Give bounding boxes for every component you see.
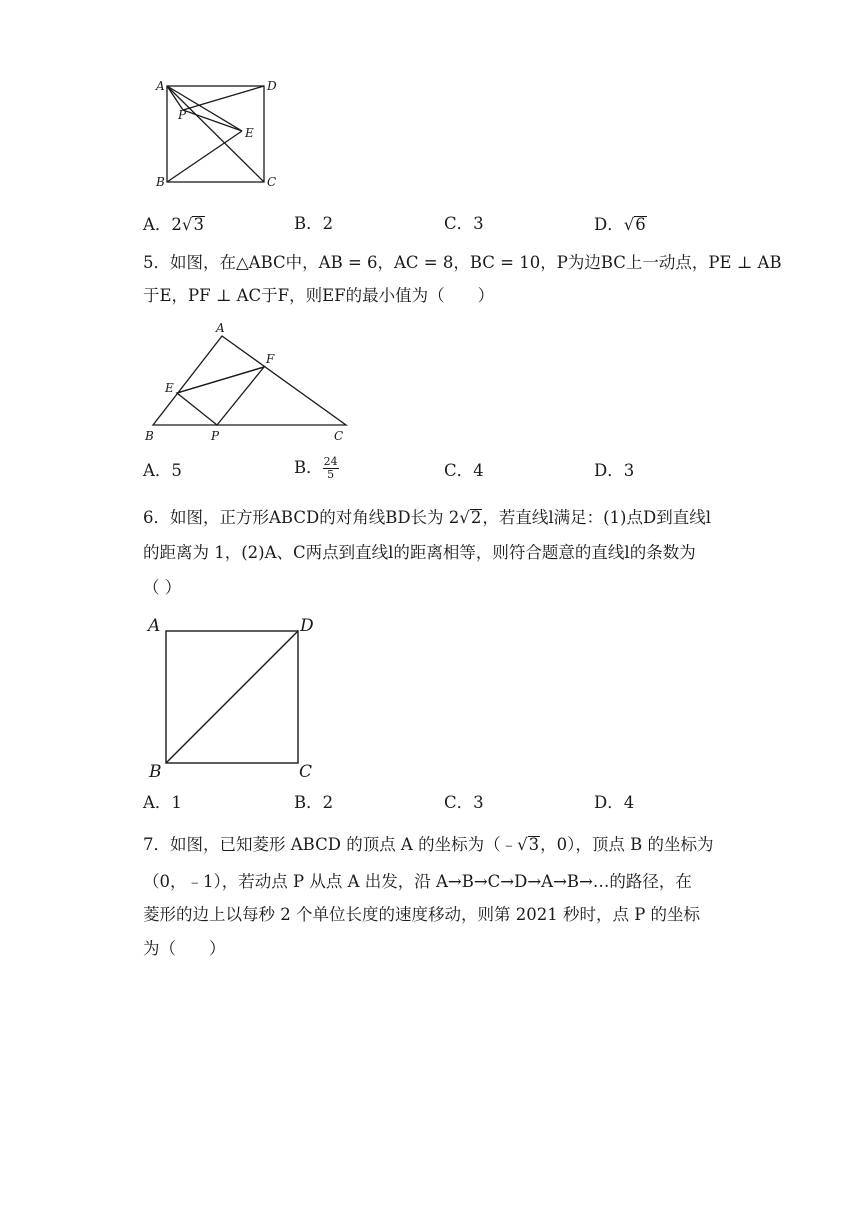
option-letter: A． — [143, 215, 172, 234]
q5-label-a: A — [216, 321, 225, 335]
q6-option-b[interactable] — [294, 795, 333, 812]
option-letter: B． — [294, 214, 323, 233]
q4-label-d: D — [267, 79, 277, 93]
q6-option-d[interactable] — [594, 795, 634, 812]
option-letter: D． — [594, 461, 624, 480]
q6-stem-line1: 6．如图，正方形ABCD的对角线BD长为 2√2，若直线l满足：(1)点D到直线l — [143, 508, 711, 527]
q7-stem-line1: 7．如图，已知菱形 ABCD 的顶点 A 的坐标为（﹣√3，0），顶点 B 的坐标为 — [143, 835, 714, 854]
q4-option-c[interactable] — [444, 216, 484, 233]
option-letter: C． — [444, 461, 474, 480]
q5-label-b: B — [145, 429, 154, 443]
q4-option-b[interactable] — [294, 216, 333, 233]
q4-option-a[interactable]: A．2√3 — [143, 215, 204, 234]
q5-stem-line2: 于E，PF ⊥ AC于F，则EF的最小值为（ ） — [143, 286, 495, 305]
q6-figure — [143, 612, 323, 782]
option-value: 5 — [171, 461, 182, 480]
option-value: 1 — [171, 793, 182, 812]
q4-option-d[interactable]: D．√6 — [594, 215, 646, 234]
option-value: 4 — [623, 793, 635, 812]
option-letter: B． — [294, 793, 323, 812]
q6-label-a: A — [148, 616, 161, 636]
q5-option-a[interactable] — [143, 463, 182, 480]
q5-label-f: F — [266, 352, 275, 366]
q7-stem-part-b: ，0），顶点 B 的坐标为 — [540, 835, 714, 854]
fraction-denominator: 5 — [327, 467, 335, 481]
q4-label-p: P — [178, 108, 187, 122]
q4-segment-ap — [167, 86, 183, 110]
q5-option-b[interactable] — [294, 456, 339, 480]
q7-stem-line2: （0，﹣1），若动点 P 从点 A 出发，沿 A→B→C→D→A→B→…的路径，在 — [143, 872, 692, 891]
option-letter: B． — [294, 457, 323, 477]
option-letter: A． — [143, 793, 172, 812]
option-letter: A． — [143, 461, 172, 480]
q5-figure — [140, 318, 360, 444]
q5-label-p: P — [211, 429, 220, 443]
q7-stem-radicand: 3 — [528, 835, 540, 854]
q5-option-d[interactable] — [594, 463, 634, 480]
option-letter: C． — [444, 793, 474, 812]
q5-triangle-abc — [153, 336, 346, 425]
q6-stem-radicand: 2 — [470, 508, 482, 527]
option-value: 2 — [322, 793, 334, 812]
q6-label-d: D — [300, 616, 314, 636]
q7-stem-line4: 为（ ） — [143, 939, 226, 958]
q5-segment-ef — [177, 367, 264, 393]
q5-option-c[interactable] — [444, 463, 484, 480]
q4-label-e: E — [245, 126, 254, 140]
q5-quad-epf — [177, 367, 264, 425]
option-radicand: 6 — [635, 215, 646, 234]
q4-label-b: B — [156, 175, 165, 189]
q5-label-e: E — [165, 381, 174, 395]
q4-figure — [150, 76, 285, 191]
q7-stem-line3: 菱形的边上以每秒 2 个单位长度的速度移动，则第 2021 秒时，点 P 的坐标 — [143, 905, 701, 924]
option-letter: D． — [594, 215, 624, 234]
option-value: 3 — [473, 793, 484, 812]
q4-label-a: A — [156, 79, 165, 93]
q6-stem-part-b: ，若直线l满足：(1)点D到直线l — [482, 508, 711, 527]
q6-stem-part-a: 6．如图，正方形ABCD的对角线BD长为 2 — [143, 508, 460, 527]
option-coefficient: 2 — [171, 215, 182, 234]
q5-stem-line1: 5．如图，在△ABC中，AB = 6，AC = 8，BC = 10，P为边BC上一动点，PE ⊥ AB — [143, 253, 782, 272]
option-value: 2 — [322, 214, 334, 233]
option-value: 4 — [473, 461, 484, 480]
option-radicand: 3 — [193, 215, 204, 234]
q6-stem-line3: （ ） — [143, 578, 182, 597]
q6-diagonal-bd — [166, 631, 298, 763]
q7-stem-part-a: 7．如图，已知菱形 ABCD 的顶点 A 的坐标为（﹣ — [143, 835, 518, 854]
q6-option-c[interactable] — [444, 795, 484, 812]
q6-label-c: C — [299, 762, 313, 782]
q4-segment-pd — [183, 86, 264, 110]
q4-label-c: C — [267, 175, 277, 189]
q6-stem-line2: 的距离为 1，(2)A、C两点到直线l的距离相等，则符合题意的直线l的条数为 — [143, 543, 696, 562]
q6-label-b: B — [149, 762, 162, 782]
fraction-numerator: 24 — [323, 455, 338, 468]
option-value: 3 — [623, 461, 635, 480]
option-letter: C． — [444, 214, 474, 233]
q5-label-c: C — [334, 429, 344, 443]
option-value: 3 — [473, 214, 484, 233]
q4-segment-be — [167, 131, 242, 182]
option-fraction — [323, 456, 339, 480]
q6-option-a[interactable] — [143, 795, 182, 812]
option-letter: D． — [594, 793, 624, 812]
